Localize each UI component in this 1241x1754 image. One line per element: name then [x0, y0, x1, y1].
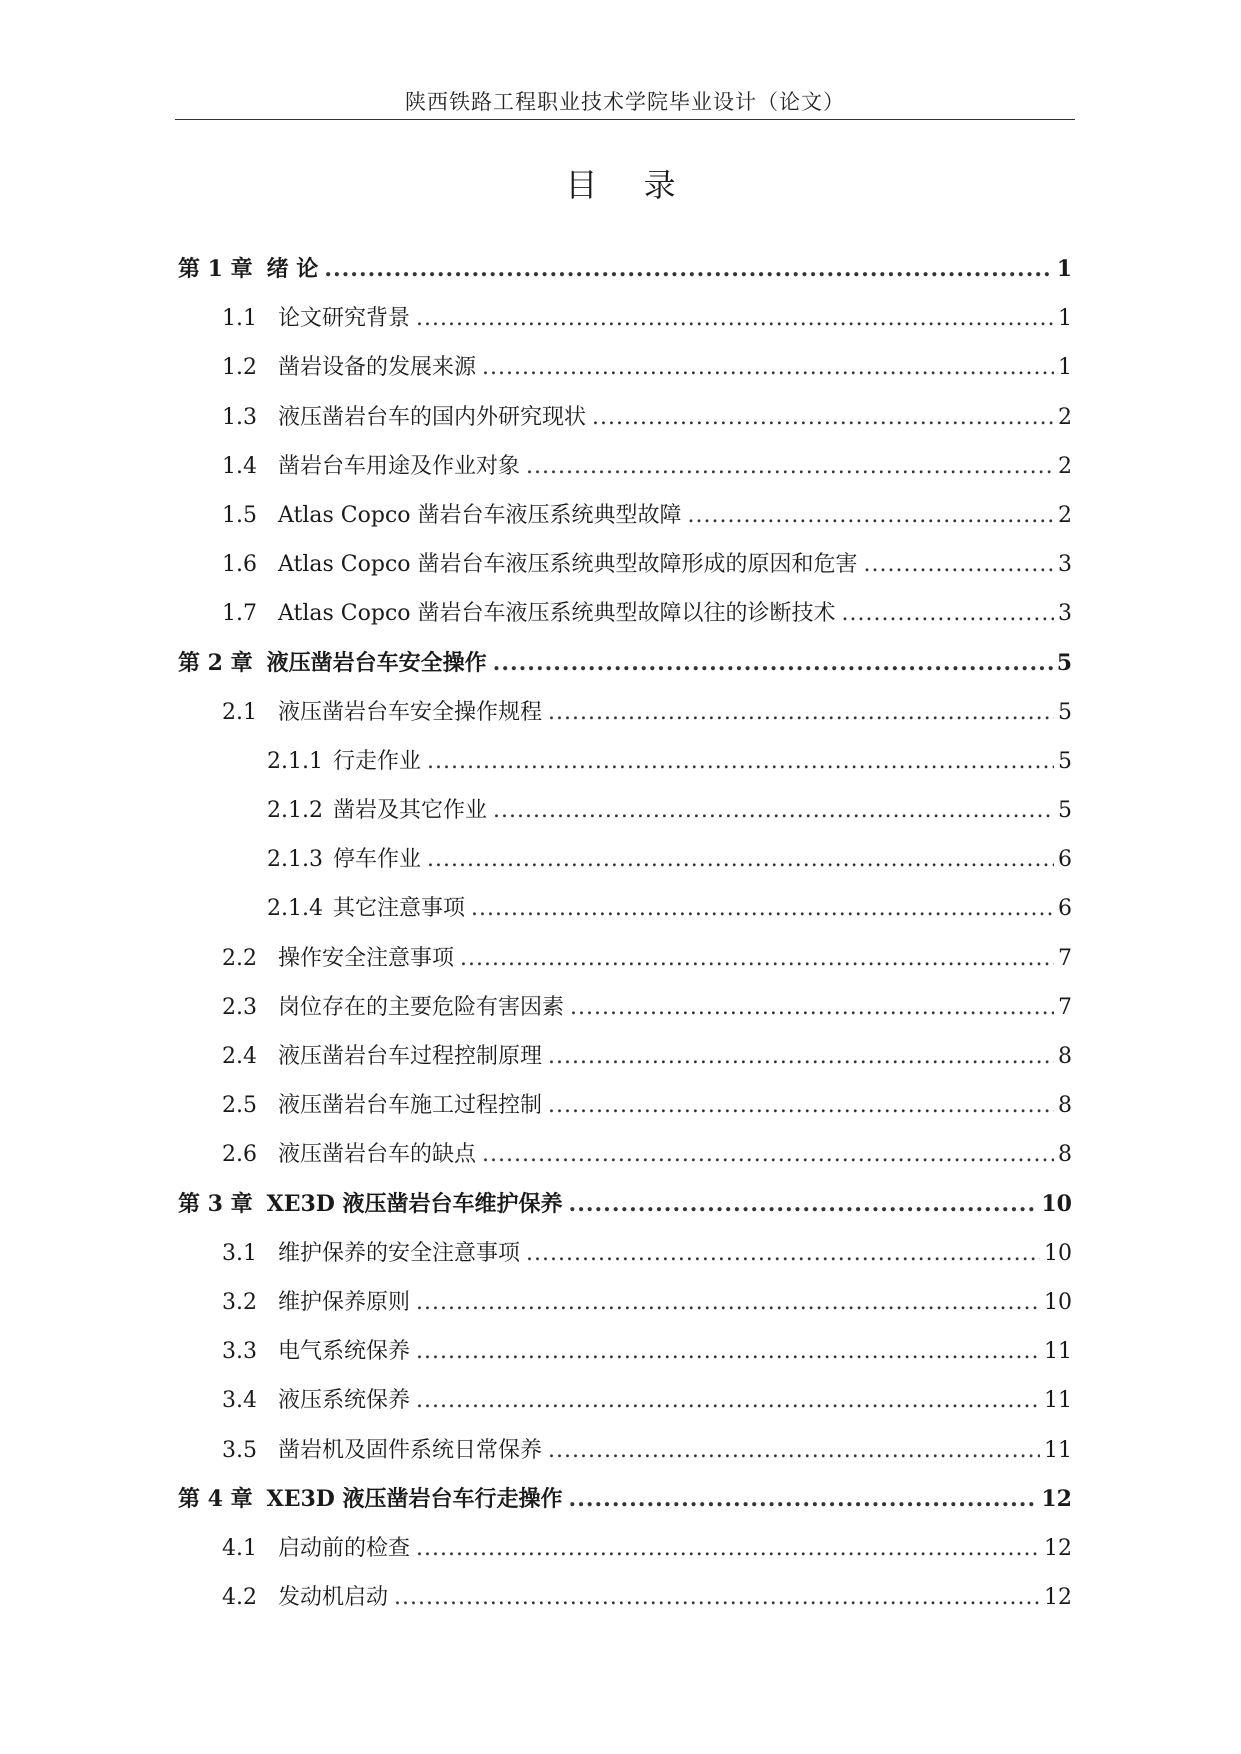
toc-entry-page: 5 [1058, 748, 1072, 774]
dot-leader [548, 1044, 1054, 1069]
toc-entry-page: 10 [1044, 1240, 1072, 1266]
toc-entry-number: 2.5 [222, 1093, 257, 1119]
toc-entry-title: 维护保养原则 [278, 1289, 411, 1315]
dot-leader [592, 405, 1054, 430]
toc-entry-2-1-3[interactable] [175, 842, 1072, 891]
toc-entry-2-5[interactable] [175, 1088, 1072, 1137]
toc-entry-1-6[interactable] [175, 547, 1072, 596]
toc-entry-title: 液压系统保养 [278, 1388, 411, 1414]
toc-entry-page: 6 [1058, 896, 1072, 922]
dot-leader [548, 1438, 1040, 1463]
toc-entry-chapter-3[interactable] [175, 1187, 1072, 1236]
dot-leader [482, 355, 1054, 380]
toc-entry-number: 第 4 章 [178, 1485, 253, 1512]
dot-leader [460, 946, 1054, 971]
dot-leader [471, 896, 1054, 921]
dot-leader [526, 454, 1054, 479]
toc-entry-2-1-1[interactable] [175, 744, 1072, 793]
toc-entry-1-2[interactable] [175, 350, 1072, 399]
toc-entry-number: 3.1 [222, 1240, 257, 1266]
toc-entry-number: 2.6 [222, 1142, 257, 1168]
dot-leader [324, 256, 1052, 282]
toc-entry-page: 8 [1058, 1093, 1072, 1119]
dot-leader [482, 1142, 1054, 1167]
toc-entry-page: 3 [1058, 552, 1072, 578]
toc-entry-title: 启动前的检查 [278, 1535, 411, 1561]
toc-entry-number: 3.2 [222, 1289, 257, 1315]
dot-leader [548, 700, 1054, 725]
toc-entry-title: 发动机启动 [278, 1585, 389, 1611]
toc-entry-title: 液压凿岩台车安全操作规程 [278, 699, 543, 725]
toc-entry-title: XE3D 液压凿岩台车维护保养 [266, 1190, 563, 1217]
toc-entry-title: 绪 论 [266, 256, 319, 282]
toc-entry-title: 其它注意事项 [333, 896, 466, 922]
toc-entry-3-3[interactable] [175, 1334, 1072, 1383]
toc-entry-2-1-4[interactable] [175, 891, 1072, 940]
toc-entry-number: 4.1 [222, 1535, 257, 1561]
header-rule [175, 119, 1075, 120]
toc-entry-title: 电气系统保养 [278, 1339, 411, 1365]
toc-entry-3-5[interactable] [175, 1433, 1072, 1482]
toc-entry-number: 2.1.4 [267, 896, 323, 922]
toc-entry-number: 4.2 [222, 1585, 257, 1611]
dot-leader [416, 1536, 1040, 1561]
toc-entry-3-4[interactable] [175, 1383, 1072, 1432]
toc-entry-page: 1 [1056, 256, 1072, 282]
toc-entry-page: 10 [1041, 1190, 1072, 1217]
toc-entry-title: 液压凿岩台车的缺点 [278, 1142, 477, 1168]
toc-entry-4-2[interactable] [175, 1580, 1072, 1629]
toc-entry-title: Atlas Copco 凿岩台车液压系统典型故障形成的原因和危害 [278, 552, 858, 578]
toc-entry-page: 11 [1044, 1339, 1072, 1365]
toc-entry-number: 2.1.3 [267, 847, 323, 873]
toc-entry-page: 11 [1044, 1388, 1072, 1414]
dot-leader [493, 798, 1054, 823]
running-header: 陕西铁路工程职业技术学院毕业设计（论文） [405, 90, 845, 114]
toc-entry-title: 操作安全注意事项 [278, 945, 455, 971]
dot-leader [427, 847, 1054, 872]
dot-leader [416, 1388, 1040, 1413]
dot-leader [569, 1191, 1038, 1217]
dot-leader [548, 1093, 1054, 1118]
toc-entry-number: 3.3 [222, 1339, 257, 1365]
toc-entry-1-5[interactable] [175, 498, 1072, 547]
toc-entry-page: 12 [1041, 1485, 1072, 1512]
toc-entry-number: 1.4 [222, 453, 257, 479]
toc-entry-2-4[interactable] [175, 1039, 1072, 1088]
toc-entry-title: 凿岩及其它作业 [333, 798, 488, 824]
toc-entry-number: 2.3 [222, 994, 257, 1020]
dot-leader [526, 1241, 1040, 1266]
toc-entry-number: 2.1.2 [267, 798, 323, 824]
toc-entry-number: 第 3 章 [178, 1190, 253, 1217]
toc-entry-2-1[interactable] [175, 695, 1072, 744]
toc-entry-2-2[interactable] [175, 941, 1072, 990]
dot-leader [493, 650, 1053, 676]
toc-entry-page: 6 [1058, 847, 1072, 873]
toc-entry-number: 1.2 [222, 355, 257, 381]
table-of-contents [175, 252, 1072, 1629]
toc-entry-page: 2 [1058, 453, 1072, 479]
toc-entry-page: 5 [1056, 649, 1072, 676]
dot-leader [570, 995, 1054, 1020]
toc-entry-title: XE3D 液压凿岩台车行走操作 [266, 1485, 563, 1512]
toc-entry-number: 2.1.1 [267, 748, 323, 774]
toc-entry-page: 11 [1044, 1437, 1072, 1463]
toc-entry-page: 7 [1058, 945, 1072, 971]
toc-entry-2-6[interactable] [175, 1137, 1072, 1186]
toc-entry-number: 1.7 [222, 601, 257, 627]
toc-entry-page: 5 [1058, 699, 1072, 725]
dot-leader [394, 1585, 1040, 1610]
toc-entry-title: Atlas Copco 凿岩台车液压系统典型故障 [278, 502, 682, 528]
toc-entry-chapter-1[interactable] [175, 252, 1072, 301]
toc-entry-3-1[interactable] [175, 1236, 1072, 1285]
toc-entry-page: 2 [1058, 502, 1072, 528]
toc-entry-number: 1.1 [222, 306, 257, 332]
toc-entry-2-3[interactable] [175, 990, 1072, 1039]
toc-entry-1-1[interactable] [175, 301, 1072, 350]
toc-entry-chapter-2[interactable] [175, 646, 1072, 695]
dot-leader [416, 1290, 1040, 1315]
toc-entry-title: 维护保养的安全注意事项 [278, 1240, 521, 1266]
toc-entry-page: 12 [1044, 1585, 1072, 1611]
toc-entry-title: 行走作业 [333, 748, 422, 774]
toc-entry-2-1-2[interactable] [175, 793, 1072, 842]
dot-leader [416, 306, 1054, 331]
toc-entry-number: 第 1 章 [178, 256, 253, 282]
toc-entry-number: 3.4 [222, 1388, 257, 1414]
toc-entry-1-7[interactable] [175, 596, 1072, 645]
toc-entry-3-2[interactable] [175, 1285, 1072, 1334]
toc-entry-page: 1 [1058, 355, 1072, 381]
toc-entry-number: 2.2 [222, 945, 257, 971]
toc-entry-title: 液压凿岩台车的国内外研究现状 [278, 404, 587, 430]
toc-entry-title: 液压凿岩台车安全操作 [266, 649, 487, 676]
toc-entry-page: 1 [1058, 306, 1072, 332]
dot-leader [842, 601, 1055, 626]
dot-leader [416, 1339, 1040, 1364]
toc-entry-title: 凿岩台车用途及作业对象 [278, 453, 521, 479]
toc-entry-number: 3.5 [222, 1437, 257, 1463]
dot-leader [569, 1486, 1038, 1512]
toc-entry-page: 3 [1058, 601, 1072, 627]
toc-entry-number: 2.4 [222, 1044, 257, 1069]
toc-entry-title: 液压凿岩台车过程控制原理 [278, 1044, 543, 1069]
toc-entry-title: 液压凿岩台车施工过程控制 [278, 1093, 543, 1119]
dot-leader [864, 552, 1055, 577]
toc-entry-number: 1.6 [222, 552, 257, 578]
toc-entry-title: Atlas Copco 凿岩台车液压系统典型故障以往的诊断技术 [278, 601, 836, 627]
toc-entry-4-1[interactable] [175, 1531, 1072, 1580]
toc-entry-title: 停车作业 [333, 847, 422, 873]
toc-entry-page: 12 [1044, 1535, 1072, 1561]
dot-leader [427, 749, 1054, 774]
toc-entry-number: 第 2 章 [178, 649, 253, 676]
toc-entry-1-4[interactable] [175, 449, 1072, 498]
toc-entry-page: 2 [1058, 404, 1072, 430]
toc-entry-page: 5 [1058, 798, 1072, 824]
toc-entry-title: 论文研究背景 [278, 306, 411, 332]
toc-title: 目 录 [565, 166, 694, 204]
dot-leader [688, 503, 1055, 528]
toc-entry-title: 凿岩机及固件系统日常保养 [278, 1437, 543, 1463]
toc-entry-page: 7 [1058, 994, 1072, 1020]
toc-entry-title: 岗位存在的主要危险有害因素 [278, 994, 565, 1020]
toc-entry-number: 1.3 [222, 404, 257, 430]
toc-entry-page: 8 [1058, 1044, 1072, 1069]
toc-entry-1-3[interactable] [175, 400, 1072, 449]
toc-entry-chapter-4[interactable] [175, 1482, 1072, 1531]
toc-entry-page: 10 [1044, 1289, 1072, 1315]
toc-entry-title: 凿岩设备的发展来源 [278, 355, 477, 381]
toc-entry-number: 1.5 [222, 502, 257, 528]
toc-entry-number: 2.1 [222, 699, 257, 725]
toc-entry-page: 8 [1058, 1142, 1072, 1168]
